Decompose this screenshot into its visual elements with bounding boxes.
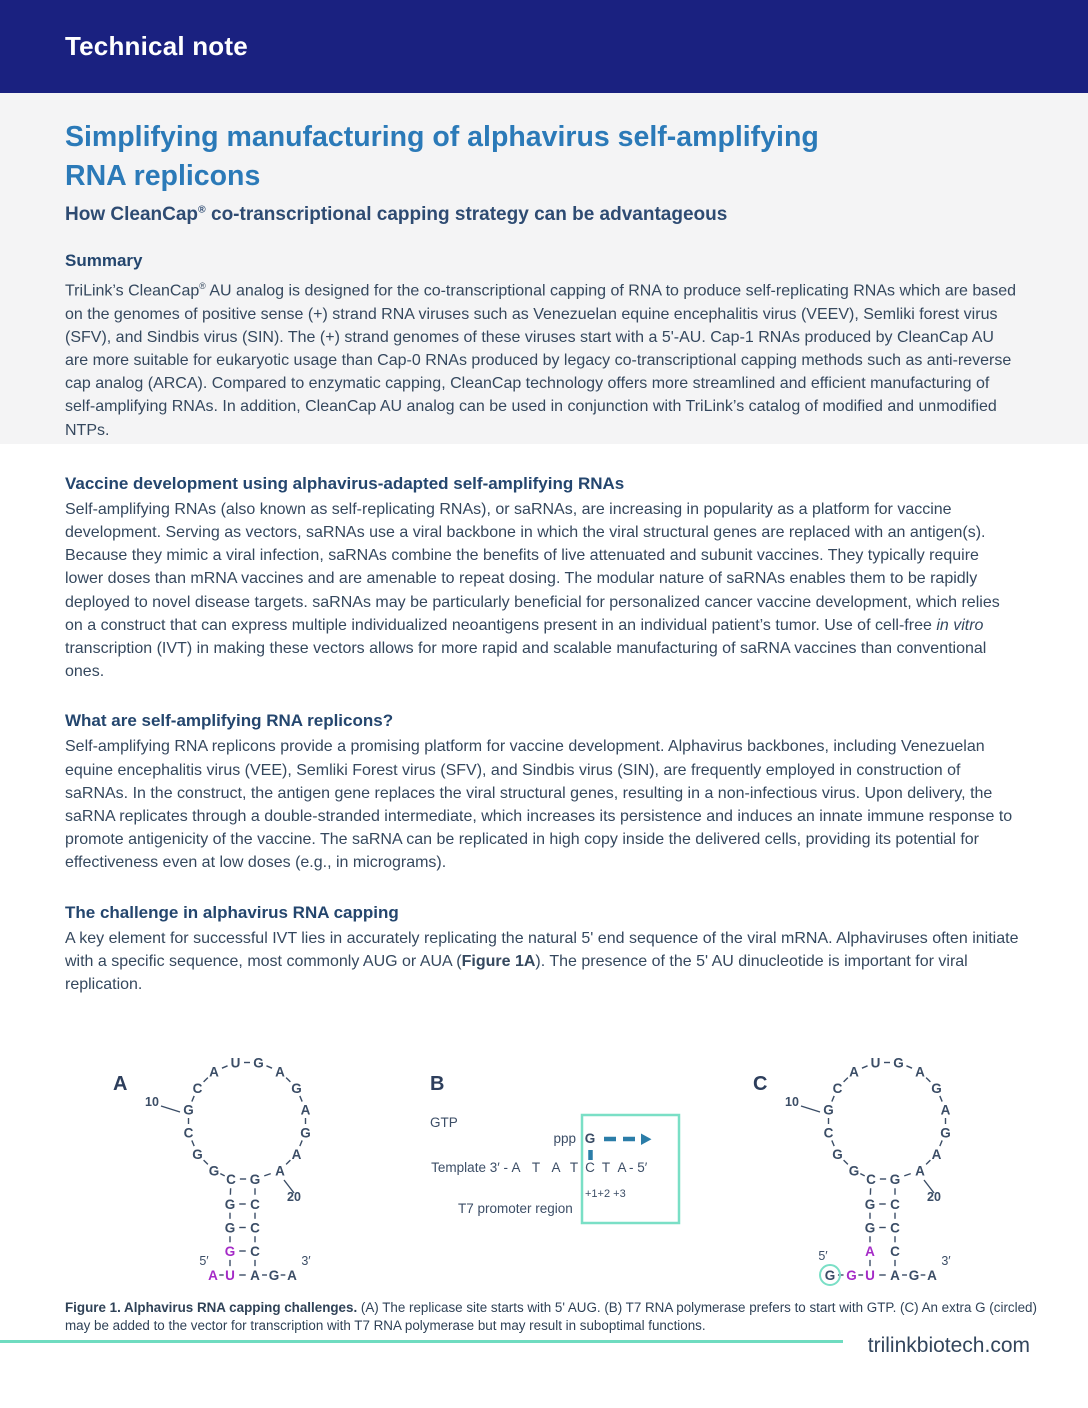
page-title <box>65 118 1023 196</box>
figure-label: GTP <box>430 1115 458 1130</box>
figure-label: 20 <box>927 1190 941 1204</box>
nucleotide-u: U <box>870 1055 881 1071</box>
nucleotide-g: G <box>824 1267 836 1283</box>
section-paragraph <box>65 927 1020 997</box>
figure-label: T <box>531 1160 541 1175</box>
nucleotide-c: C <box>183 1125 194 1141</box>
bond-line <box>220 1174 224 1176</box>
nucleotide-g: G <box>823 1102 834 1118</box>
bond-line <box>286 1078 290 1082</box>
nucleotide-g: G <box>893 1055 904 1071</box>
nucleotide-a: A <box>300 1102 311 1118</box>
figure-label: G <box>584 1131 596 1146</box>
figure-label: 5′ <box>199 1254 209 1268</box>
bond-line <box>862 1066 868 1068</box>
text-segment: Self-amplifying RNA replicons provide a promising platform for vaccine development. Alphavirus backbones, including Venezuelan equine encephalitis virus (VEE), Semliki Forest virus (SFV), and Sindbis virus (SIN), are frequently employed in construction of saRNAs. In the construct, the antigen gene replaces the viral structural genes, resulting in a non-infectious virus. Upon delivery, the saRNA replicates through a double-stranded intermediate, which increases its persistence and induces an innate immune response to promote antigenicity of the vaccine. The saRNA can be replicated in high copy inside the delivered cells, providing its potential for effectiveness even at low doses (e.g., in micrograms). <box>65 738 1013 872</box>
figure-label: A <box>617 1160 627 1175</box>
nucleotide-a: A <box>849 1064 859 1080</box>
text-segment: ). The presence of the 5' AU dinucleotide is important for viral replication. <box>65 952 968 993</box>
section-paragraph <box>65 735 1020 874</box>
text-segment: TriLink’s CleanCap <box>65 282 200 300</box>
footer-divider <box>0 1340 843 1343</box>
figure-label: T7 promoter region <box>458 1201 573 1216</box>
nucleotide-g: G <box>846 1267 857 1283</box>
text-segment: in vitro <box>936 616 984 634</box>
nucleotide-g: G <box>291 1080 302 1096</box>
figure-label: +1+2 +3 <box>585 1188 626 1200</box>
page-title-line1: Simplifying manufacturing of alphavirus self-amplifying <box>65 121 819 153</box>
bond-line <box>192 1096 194 1102</box>
bond-line <box>906 1066 912 1068</box>
bond-line <box>286 1160 290 1164</box>
text-segment: co-transcriptional capping strategy can be advantageous <box>205 204 728 225</box>
panel-label: C <box>753 1073 768 1095</box>
nucleotide-g: G <box>848 1163 860 1179</box>
banner <box>0 0 1088 93</box>
text-segment: How CleanCap <box>65 204 199 225</box>
section-heading: What are self-amplifying RNA replicons? <box>65 711 394 731</box>
bond-line <box>832 1140 834 1146</box>
nucleotide-a: A <box>865 1243 875 1259</box>
nucleotide-g: G <box>224 1243 236 1259</box>
nucleotide-g: G <box>253 1055 264 1071</box>
nucleotide-c: C <box>192 1080 203 1096</box>
nucleotide-a: A <box>275 1163 285 1179</box>
nucleotide-g: G <box>224 1196 236 1212</box>
figure-label: 5′ <box>818 1249 828 1263</box>
nucleotide-c: C <box>832 1080 843 1096</box>
nucleotide-a: A <box>915 1064 925 1080</box>
text-segment: ® <box>199 281 206 291</box>
bond-line <box>300 1096 302 1102</box>
figure-label: 20 <box>287 1190 301 1204</box>
figure-label: 10 <box>145 1095 159 1109</box>
figure-label: Template 3′ - <box>431 1160 508 1175</box>
bond-line <box>926 1160 930 1164</box>
nucleotide-a: A <box>209 1064 219 1080</box>
section-heading: Vaccine development using alphavirus-adapted self-amplifying RNAs <box>65 473 625 493</box>
bond-line <box>300 1140 302 1146</box>
figure-panel-b <box>420 1050 720 1302</box>
bond-line <box>204 1078 208 1082</box>
figure-label: C <box>585 1160 595 1175</box>
section-heading: The challenge in alphavirus RNA capping <box>65 902 399 922</box>
nucleotide-c: C <box>823 1125 834 1141</box>
text-segment: Figure 1. Alphavirus RNA capping challenges. <box>65 1300 358 1315</box>
nucleotide-g: G <box>249 1171 261 1187</box>
figure-label: 3′ <box>941 1254 951 1268</box>
nucleotide-a: A <box>250 1267 260 1283</box>
nucleotide-g: G <box>183 1102 194 1118</box>
figure-label: - 5′ <box>629 1160 648 1175</box>
figure-label: 10 <box>785 1095 799 1109</box>
header-block <box>0 93 1088 444</box>
nucleotide-g: G <box>832 1146 843 1162</box>
nucleotide-g: G <box>192 1146 203 1162</box>
bond-line <box>904 1174 911 1176</box>
text-segment: (A) The replicase site starts with 5' AUG. (B) T7 RNA polymerase prefers to start with GTP. (C) An extra G (circled) may be added to the vector for transcription with T7 RNA polymerase but may result in suboptimal functions. <box>65 1300 1037 1333</box>
page-title-line2: RNA replicons <box>65 160 261 192</box>
nucleotide-a: A <box>927 1267 937 1283</box>
figure-label: 3′ <box>301 1254 311 1268</box>
nucleotide-c: C <box>890 1243 900 1259</box>
nucleotide-u: U <box>865 1267 875 1283</box>
figure-caption <box>65 1299 1047 1334</box>
figure-panel-c <box>720 1050 1060 1302</box>
nucleotide-g: G <box>908 1267 920 1283</box>
bond-line <box>844 1078 848 1082</box>
summary-section <box>65 249 1023 442</box>
figure-1 <box>0 1050 1088 1302</box>
bond-line <box>266 1066 272 1068</box>
panel-label: A <box>113 1073 128 1095</box>
panel-label: B <box>430 1073 445 1095</box>
nucleotide-c: C <box>890 1196 900 1212</box>
nucleotide-g: G <box>940 1125 951 1141</box>
bond-line <box>832 1096 834 1102</box>
nucleotide-g: G <box>224 1220 236 1236</box>
bond-line <box>940 1140 942 1146</box>
bond-line <box>204 1160 208 1164</box>
bond-line <box>844 1160 848 1164</box>
bond-line <box>192 1140 194 1146</box>
nucleotide-a: A <box>291 1146 302 1162</box>
text-segment: AU analog is designed for the co-transcriptional capping of RNA to produce self-replicating RNAs which are based on the genomes of positive sense (+) strand RNA viruses such as Venezuelan equine encephalitis virus (VEEV), Semliki forest virus (SFV), and Sindbis virus (SIN). The (+) strand genomes of these viruses start with a 5'-AU. Cap-1 RNAs produced by CleanCap AU are more suitable for eukaryotic usage than Cap-0 RNAs produced by legacy co-transcriptional capping methods such as anti-reverse cap analog (ARCA). Compared to enzymatic capping, CleanCap technology offers more streamlined and efficient manufacturing of self-amplifying RNAs. In addition, CleanCap AU analog can be used in conjunction with TriLink’s catalog of modified and unmodified NTPs. <box>65 282 1016 439</box>
nucleotide-u: U <box>225 1267 235 1283</box>
section-paragraph <box>65 275 1020 442</box>
nucleotide-c: C <box>226 1171 236 1187</box>
bond-line <box>940 1096 942 1102</box>
nucleotide-g: G <box>864 1220 876 1236</box>
bond-line <box>926 1078 930 1082</box>
nucleotide-a: A <box>275 1064 285 1080</box>
nucleotide-g: G <box>300 1125 311 1141</box>
nucleotide-c: C <box>250 1220 260 1236</box>
nucleotide-c: C <box>866 1171 876 1187</box>
nucleotide-a: A <box>890 1267 900 1283</box>
figure-label: A <box>551 1160 561 1175</box>
page-subtitle <box>65 204 1023 226</box>
nucleotide-a: A <box>287 1267 297 1283</box>
nucleotide-a: A <box>940 1102 951 1118</box>
bond-line <box>860 1174 864 1176</box>
figure-label: A <box>511 1160 521 1175</box>
bond-line <box>222 1066 228 1068</box>
nucleotide-a: A <box>208 1267 218 1283</box>
nucleotide-c: C <box>890 1220 900 1236</box>
nucleotide-u: U <box>230 1055 241 1071</box>
nucleotide-a: A <box>931 1146 942 1162</box>
text-segment: Self-amplifying RNAs (also known as self-replicating RNAs), or saRNAs, are increasing in popularity as a platform for vaccine development. Serving as vectors, saRNAs use a viral backbone in which the viral structural genes are replaced with an antigen(s). Because they mimic a viral infection, saRNAs combine the benefits of live attenuated and subunit vaccines. They typically require lower doses than mRNA vaccines and are amenable to repeat dosing. The modular nature of saRNAs enables them to be rapidly deployed to novel disease targets. saRNAs may be particularly beneficial for personalized cancer vaccine development, which relies on a construct that can express multiple individualized neoantigens present in an individual patient’s tumor. Use of cell-free <box>65 500 1000 634</box>
callout-line <box>161 1106 180 1112</box>
nucleotide-c: C <box>250 1243 260 1259</box>
figure-label: T <box>601 1160 611 1175</box>
nucleotide-g: G <box>889 1171 901 1187</box>
section-paragraph <box>65 498 1020 684</box>
nucleotide-a: A <box>915 1163 925 1179</box>
text-segment: A key element for successful IVT lies in accurately replicating the natural 5' end sequence of the viral mRNA. Alphaviruses often initiate with a specific sequence, most commonly AUG or AUA ( <box>65 929 1019 970</box>
nucleotide-g: G <box>931 1080 942 1096</box>
nucleotide-g: G <box>268 1267 280 1283</box>
figure-label: ppp <box>553 1131 576 1146</box>
nucleotide-g: G <box>208 1163 220 1179</box>
section-heading: Summary <box>65 251 143 270</box>
nucleotide-g: G <box>864 1196 876 1212</box>
callout-line <box>801 1106 820 1112</box>
text-segment: transcription (IVT) in making these vectors allows for more rapid and scalable manufacturing of saRNA vaccines than conventional ones. <box>65 639 987 681</box>
banner-title: Technical note <box>65 31 248 61</box>
figure-label: T <box>569 1160 579 1175</box>
body-sections <box>0 472 1088 996</box>
text-segment: Figure 1A <box>461 952 536 970</box>
footer-website: trilinkbiotech.com <box>867 1334 1030 1357</box>
extension-arrow-icon <box>641 1134 652 1146</box>
nucleotide-c: C <box>250 1196 260 1212</box>
text-segment: ® <box>198 204 206 216</box>
figure-panel-a <box>80 1050 420 1302</box>
bond-line <box>264 1174 271 1176</box>
